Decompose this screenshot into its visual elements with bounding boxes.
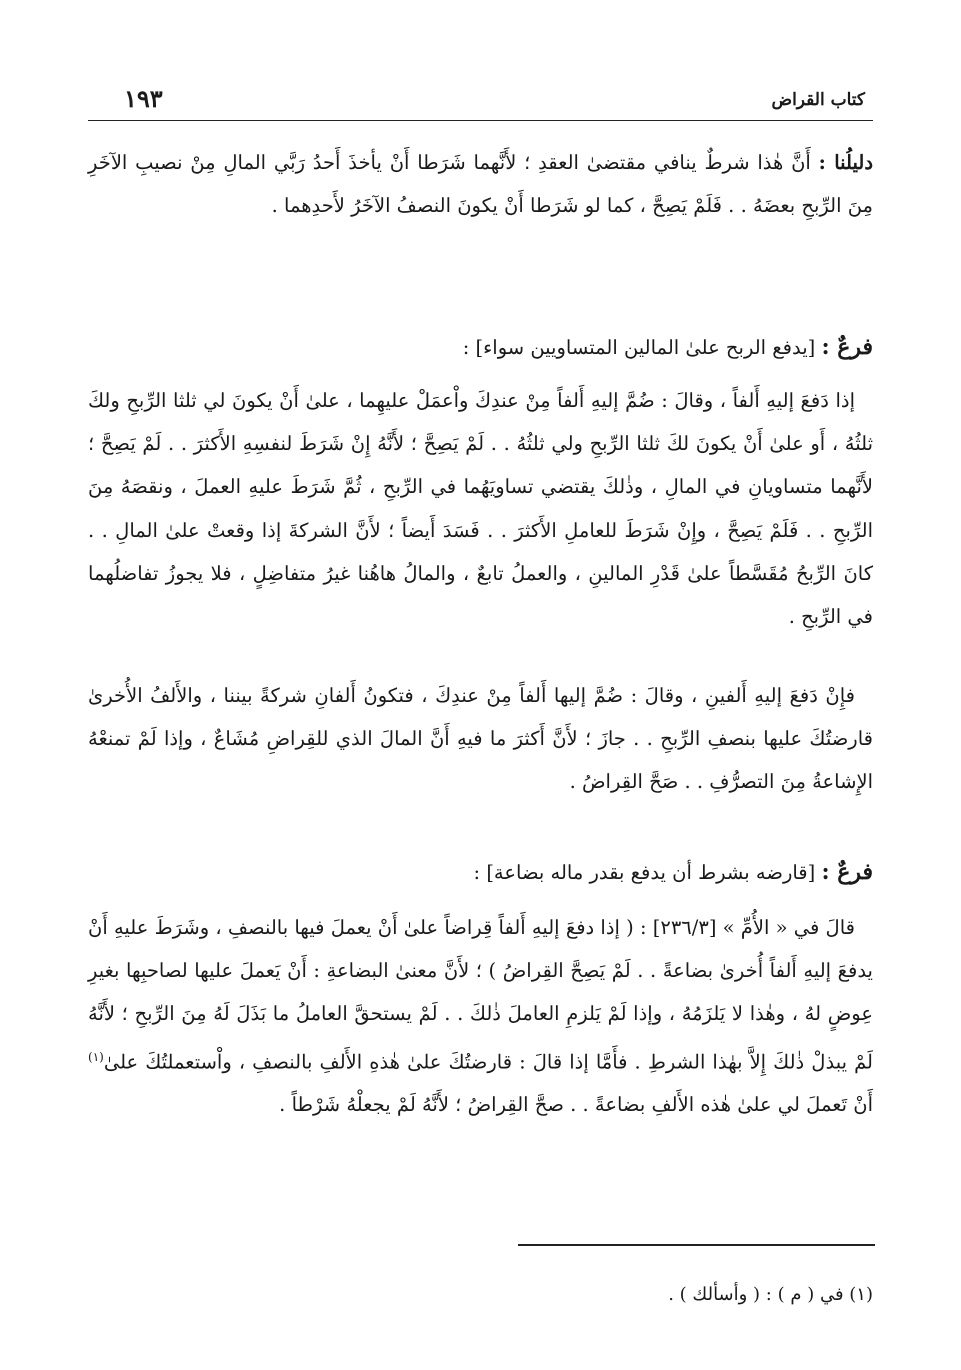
branch-heading-1 — [88, 327, 873, 368]
footnote — [88, 1280, 873, 1310]
evidence-text: أَنَّ هٰذا شرطٌ ينافي مقتضىٰ العقدِ ؛ لأَنَّهما شَرَطا أَنْ يأخذَ أَحدُ رَبَّي المالِ مِنْ نصيبِ الآخَرِ مِنَ الرِّبحِ بعضَهُ . . فَلَمْ يَصِحَّ ، كما لو شَرَطا أَنْ يكونَ النصفُ الآخَرُ لأَحدِهما . — [88, 151, 873, 218]
branch-2-lead: فرعٌ : — [821, 859, 873, 885]
branch-1-lead: فرعٌ : — [821, 334, 873, 360]
branch-1-paragraph-a — [88, 379, 873, 638]
footnote-marker[interactable]: (١) — [88, 1049, 104, 1064]
footnote-text: (١) في ( م ) : ( وأسألك ) . — [668, 1284, 873, 1305]
branch-1-paragraph-b — [88, 674, 873, 804]
footnote-divider — [518, 1244, 875, 1246]
branch-2-text-a: قالَ في « الأُمِّ » [٢٣٦/٣] : ( إذا دفعَ إليهِ أَلفاً قِراضاً علىٰ أَنْ يعملَ فيها بالنصفِ ، وشَرَطَ عليهِ أَنْ يدفعَ إليهِ أَلفاً أُخرىٰ بضاعةً . . لَمْ يَصِحَّ القِراضُ ) ؛ لأَنَّ معنىٰ البضاعةِ : أَنْ يَعملَ عليها لصاحبِها بغيرِ عِوضٍ لهُ ، وهٰذا لا يَلزَمُهُ ، وإذا لَمْ يَلزمِ العاملَ ذٰلكَ . . لَمْ يستحقَّ العاملُ ما بَذَلَ لَهُ مِنَ الرِّبحِ ؛ لأَنَّهُ لَمْ يبذلْ ذٰلكَ إِلاَّ بهٰذا الشرطِ . فأَمَّا إذا قالَ : قارضتُكَ علىٰ هٰذهِ الأَلفِ بالنصفِ ، واْستعملتُكَ علىٰ — [88, 916, 873, 1074]
evidence-lead: دليلُنا : — [818, 151, 874, 174]
running-header — [88, 84, 873, 121]
branch-1-text-b: فإِنْ دَفعَ إليهِ أَلفينِ ، وقالَ : ضُمَّ إليها أَلفاً مِنْ عندِكَ ، فتكونُ أَلفانِ شركةً بيننا ، والأَلفُ الأُخرىٰ قارضتُكَ عليها بنصفِ الرِّبحِ . . جازَ ؛ لأَنَّ أَكثرَ ما فيهِ أَنَّ المالَ الذي للقِراضِ مُشَاعٌ ، وإذا لَمْ تمنعْهُ الإِشاعةُ مِنَ التصرُّفِ . . صَحَّ القِراضُ . — [88, 684, 873, 794]
branch-heading-2 — [88, 852, 873, 893]
paragraph-evidence — [88, 141, 873, 227]
branch-2-title: [قارضه بشرط أن يدفع بقدر ماله بضاعة] : — [473, 861, 822, 884]
branch-2-text-b: أَنْ تَعملَ لي علىٰ هٰذه الأَلفِ بضاعةً . . صحَّ القِراضُ ؛ لأَنَّهُ لَمْ يجعلْهُ شَرْطاً . — [279, 1093, 873, 1117]
branch-2-paragraph — [88, 906, 873, 1127]
branch-1-title: [يدفع الربح علىٰ المالين المتساويين سواء] : — [462, 336, 822, 359]
branch-1-text-a: إذا دَفعَ إليهِ أَلفاً ، وقالَ : ضُمَّ إليهِ أَلفاً مِنْ عندِكَ واْعمَلْ عليهِما ، علىٰ أَنْ يكونَ لي ثلثا الرِّبحِ ولكَ ثلثُهُ ، أَو علىٰ أَنْ يكونَ لكَ ثلثا الرِّبحِ ولي ثلثُهُ . . لَمْ يَصِحَّ ؛ لأَنَّهُ إِنْ شَرَطَ لنفسِهِ الأَكثرَ . . لَمْ يَصِحَّ ؛ لأَنَّهما متساويانِ في المالِ ، وذٰلكَ يقتضي تساويَهُما في الرِّبحِ ، ثُمَّ شَرَطَ عليهِ العملَ ، ونقصَهُ مِنَ الرِّبحِ . . فَلَمْ يَصِحَّ ، وإِنْ شَرَطَ للعاملِ الأَكثرَ . . فَسَدَ أَيضاً ؛ لأَنَّ الشركةَ إذا وقعتْ علىٰ المالِ . . كانَ الرِّبحُ مُقَسَّطاً علىٰ قَدْرِ المالينِ ، والعملُ تابعٌ ، والمالُ هاهُنا غيرُ متفاضِلٍ ، فلا يجوزُ تفاضلُهما في الرِّبحِ . — [88, 389, 873, 629]
book-title: كتاب القراض — [771, 90, 865, 110]
page-number: ١٩٣ — [124, 84, 163, 113]
